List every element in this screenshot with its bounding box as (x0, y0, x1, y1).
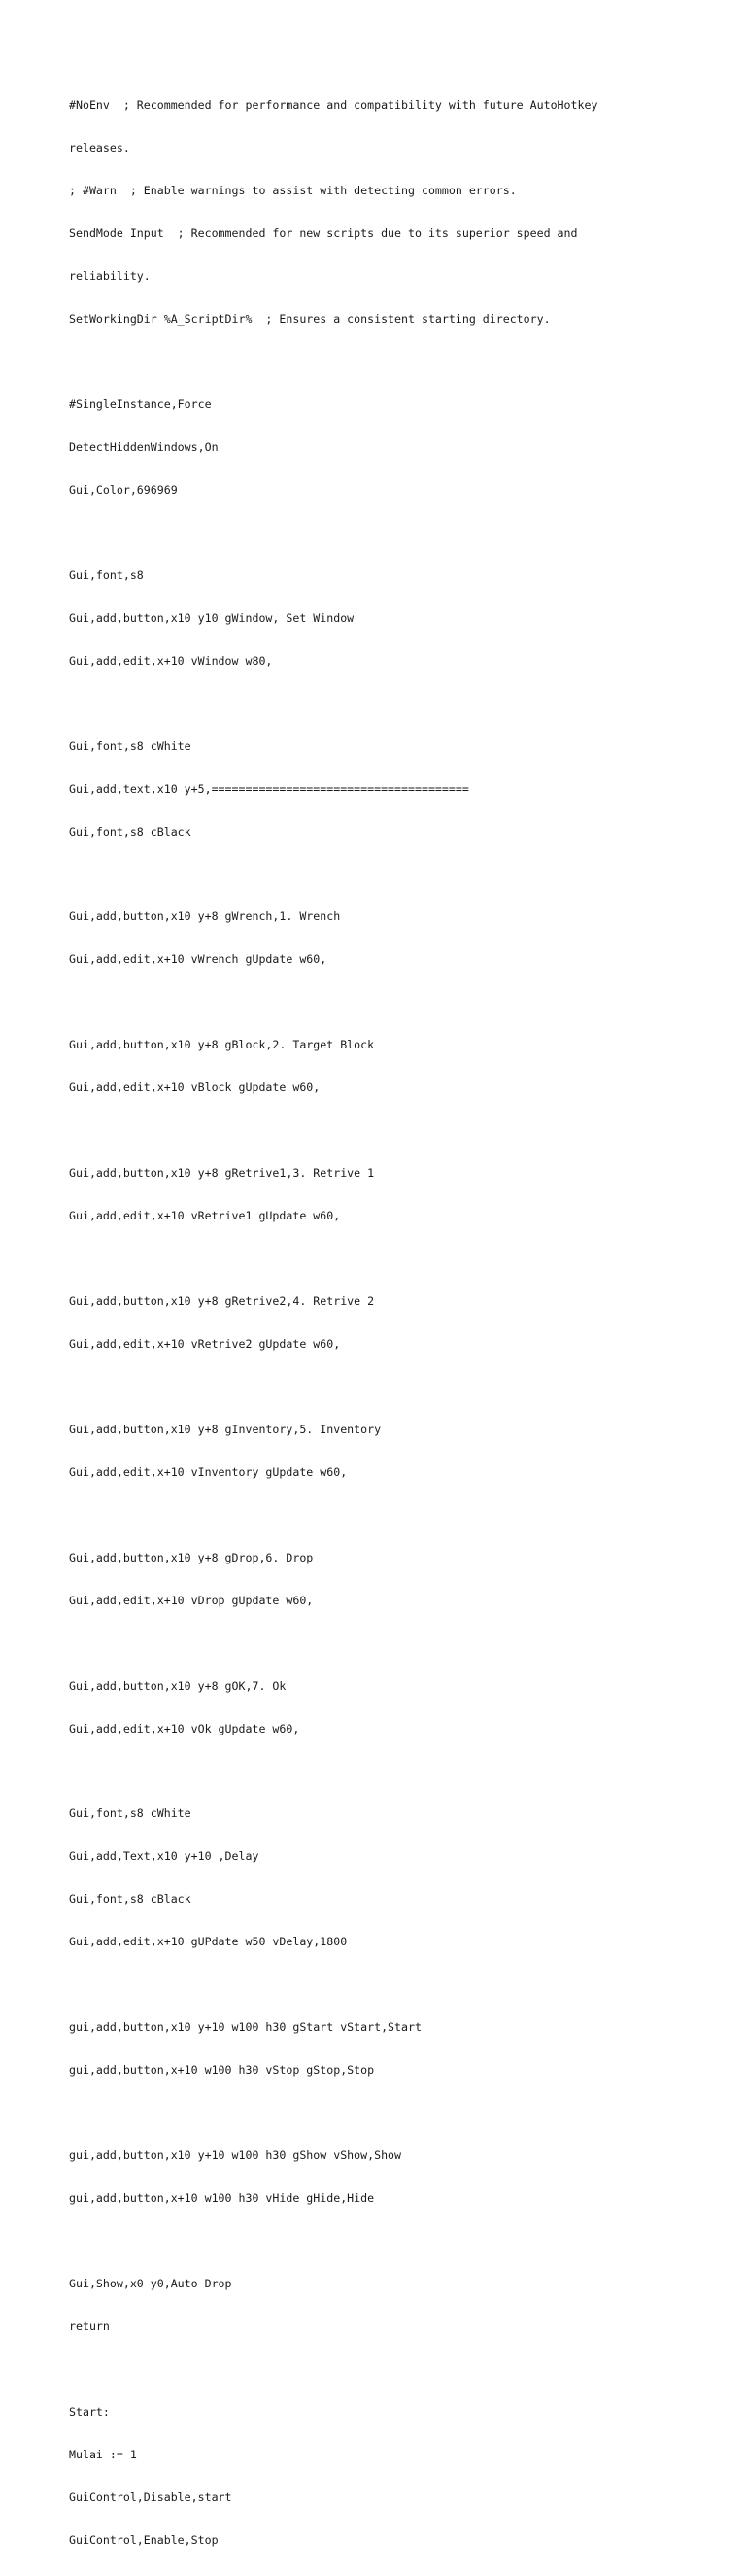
code-line: Gui,add,button,x10 y+8 gRetrive1,3. Retrive 1 (69, 1166, 375, 1181)
code-line: Gui,font,s8 cWhite (69, 1806, 191, 1821)
blank-line (69, 1636, 710, 1651)
script-code-block (69, 70, 710, 2576)
code-line: Gui,Show,x0 y0,Auto Drop (69, 2276, 232, 2290)
blank-line (69, 995, 710, 1010)
code-line: Gui,font,s8 cWhite (69, 738, 191, 753)
code-line: Gui,add,button,x10 y+8 gRetrive2,4. Retrive 2 (69, 1294, 375, 1308)
blank-line (69, 2362, 710, 2377)
code-line: Gui,add,edit,x+10 vWindow w80, (69, 653, 273, 668)
code-line: ; #Warn ; Enable warnings to assist with detecting common errors. (69, 184, 517, 198)
blank-line (69, 1508, 710, 1523)
blank-line (69, 2234, 710, 2249)
code-line: Gui,font,s8 cBlack (69, 824, 191, 839)
code-line: Gui,add,Text,x10 y+10 ,Delay (69, 1849, 259, 1864)
code-line: Gui,add,edit,x+10 vDrop gUpdate w60, (69, 1593, 314, 1607)
code-line: DetectHiddenWindows,On (69, 439, 219, 454)
code-line: Gui,add,button,x10 y+8 gOK,7. Ok (69, 1678, 287, 1693)
blank-line (69, 1764, 710, 1778)
code-line: releases. (69, 141, 130, 155)
code-line: #NoEnv ; Recommended for performance and compatibility with future AutoHotkey (69, 98, 598, 113)
code-line: Gui,add,edit,x+10 vOk gUpdate w60, (69, 1721, 300, 1735)
code-line: reliability. (69, 269, 151, 284)
code-line: Gui,add,edit,x+10 vRetrive1 gUpdate w60, (69, 1209, 341, 1223)
code-line: Gui,add,button,x10 y+8 gWrench,1. Wrench (69, 910, 341, 924)
code-line: SendMode Input ; Recommended for new scripts due to its superior speed and (69, 226, 578, 241)
blank-line (69, 1252, 710, 1266)
code-line: Gui,add,edit,x+10 vRetrive2 gUpdate w60, (69, 1336, 341, 1351)
code-line: Gui,Color,696969 (69, 482, 178, 497)
blank-line (69, 355, 710, 369)
code-line: gui,add,button,x+10 w100 h30 vStop gStop,Stop (69, 2063, 375, 2078)
code-line: Gui,add,edit,x+10 vInventory gUpdate w60, (69, 1464, 348, 1479)
code-line: Gui,add,button,x10 y+8 gBlock,2. Target Block (69, 1038, 375, 1052)
code-line: Gui,add,button,x10 y10 gWindow, Set Window (69, 610, 355, 625)
code-line: Gui,add,text,x10 y+5,====================================== (69, 781, 469, 796)
blank-line (69, 1380, 710, 1394)
code-line: Gui,add,edit,x+10 vBlock gUpdate w60, (69, 1081, 321, 1095)
code-line: Gui,add,edit,x+10 vWrench gUpdate w60, (69, 952, 327, 967)
blank-line (69, 2106, 710, 2120)
code-line: Gui,add,edit,x+10 gUPdate w50 vDelay,1800 (69, 1935, 348, 1949)
code-line: #SingleInstance,Force (69, 396, 212, 411)
code-line: Mulai := 1 (69, 2447, 137, 2461)
code-line: gui,add,button,x10 y+10 w100 h30 gStart vStart,Start (69, 2020, 422, 2035)
blank-line (69, 697, 710, 711)
code-line: Gui,font,s8 cBlack (69, 1892, 191, 1906)
code-line: Gui,font,s8 (69, 567, 144, 582)
code-line: gui,add,button,x+10 w100 h30 vHide gHide,Hide (69, 2191, 375, 2206)
blank-line (69, 526, 710, 540)
blank-line (69, 867, 710, 881)
code-line: GuiControl,Enable,Stop (69, 2532, 219, 2547)
code-line: Start: (69, 2404, 110, 2419)
code-line: gui,add,button,x10 y+10 w100 h30 gShow vShow,Show (69, 2148, 402, 2163)
code-line: GuiControl,Disable,start (69, 2490, 232, 2504)
blank-line (69, 1123, 710, 1138)
blank-line (69, 1977, 710, 1992)
code-line: SetWorkingDir %A_ScriptDir% ; Ensures a consistent starting directory. (69, 312, 551, 326)
code-line: return (69, 2318, 110, 2333)
code-line: Gui,add,button,x10 y+8 gInventory,5. Inventory (69, 1422, 382, 1436)
code-line: Gui,add,button,x10 y+8 gDrop,6. Drop (69, 1550, 314, 1564)
